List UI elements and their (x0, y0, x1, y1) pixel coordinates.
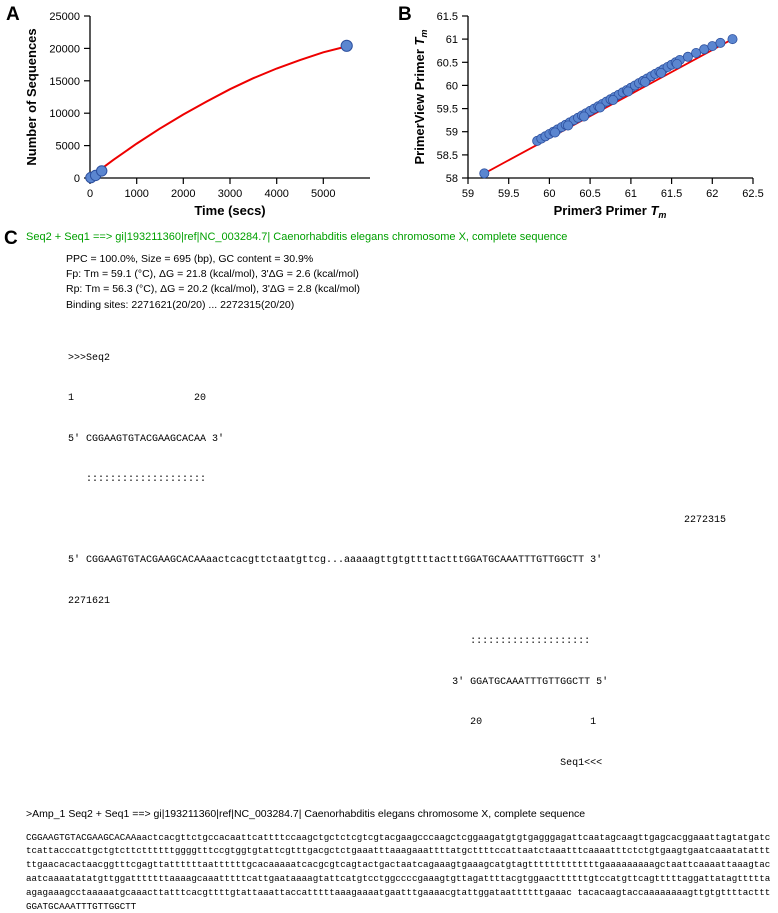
svg-text:10000: 10000 (49, 108, 80, 121)
svg-text:59.5: 59.5 (436, 103, 458, 116)
amplicon-header: >Amp_1 Seq2 + Seq1 ==> gi|193211360|ref|NC_003284.7| Caenorhabditis elegans chromosome X, complete sequence (26, 808, 586, 821)
chart-a-xlabel: Time (secs) (194, 203, 266, 218)
alignment-line-9: Seq1<<< (26, 757, 603, 769)
chart-b-xlabel: Primer3 Primer $T_m$ (553, 203, 667, 220)
svg-text:59.5: 59.5 (497, 188, 520, 200)
chart-a-svg (18, 8, 388, 220)
chart-b-ylabel: PrimerView Primer $T_m$ (412, 29, 429, 165)
svg-text:58.5: 58.5 (436, 149, 458, 162)
svg-text:5000: 5000 (55, 140, 80, 153)
svg-text:58: 58 (445, 173, 458, 185)
svg-text:0: 0 (86, 188, 94, 200)
series-regression-line (484, 39, 732, 173)
panel-label-a: A (6, 4, 20, 25)
svg-text:61: 61 (624, 188, 638, 200)
svg-text:4000: 4000 (264, 188, 289, 200)
svg-text:62: 62 (706, 188, 719, 200)
series-fit-line (92, 46, 347, 176)
panel-label-c: C (4, 228, 18, 249)
svg-text:59: 59 (445, 126, 458, 139)
svg-text:2000: 2000 (171, 188, 196, 200)
svg-text:60.5: 60.5 (579, 188, 601, 200)
chart-a-ylabel: Number of Sequences (24, 28, 39, 166)
alignment-line-4: 5' CGGAAGTGTACGAAGCACAAaactcacgttctaatgttcg...aaaaagttgtgttttactttGGATGCAAATTTGTTGGCTT 3' (26, 555, 603, 567)
panel-label-b: B (398, 4, 412, 25)
alignment-line-3: :::::::::::::::::::: (26, 474, 207, 486)
alignment-right-coord: 2272315 (683, 514, 726, 526)
svg-text:60: 60 (445, 80, 458, 93)
chart-panel-b (408, 8, 773, 220)
svg-text:0: 0 (73, 173, 80, 185)
svg-text:3000: 3000 (217, 188, 243, 200)
svg-text:15000: 15000 (49, 75, 80, 88)
svg-text:59: 59 (461, 188, 475, 200)
svg-text:61: 61 (445, 34, 458, 47)
svg-text:5000: 5000 (311, 188, 336, 200)
alignment-line-8: 20 1 (26, 717, 597, 729)
fp-line: Fp: Tm = 59.1 (°C), ΔG = 21.8 (kcal/mol), 3'ΔG = 2.6 (kcal/mol) (66, 268, 359, 281)
alignment-line-1: 1 20 (26, 393, 207, 405)
result-header: Seq2 + Seq1 ==> gi|193211360|ref|NC_003284.7| Caenorhabditis elegans chromosome X, complete sequence (26, 231, 568, 243)
panel-c-content (26, 230, 772, 912)
svg-text:61.5: 61.5 (660, 188, 683, 200)
alignment-line-2: 5' CGGAAGTGTACGAAGCACAA 3' (26, 433, 225, 445)
alignment-line-5: 2271621 (26, 595, 111, 607)
ppc-line: PPC = 100.0%, Size = 695 (bp), GC content = 30.9% (66, 252, 314, 265)
binding-sites-line: Binding sites: 2271621(20/20) ... 2272315(20/20) (66, 298, 295, 311)
svg-text:25000: 25000 (49, 11, 80, 23)
series-observed-markers (86, 40, 353, 183)
rp-line: Rp: Tm = 56.3 (°C), ΔG = 20.2 (kcal/mol), 3'ΔG = 2.8 (kcal/mol) (66, 283, 360, 296)
alignment-line-7: 3' GGATGCAAATTTGTTGGCTT 5' (26, 676, 609, 688)
amplicon-sequence: CGGAAGTGTACGAAGCACAAaactcacgttctgccacaattcattttccaagctgctctcgtcgtacgaagcccaagctcggaagatgtgtgagggagattcaatagcaagttgagcacggaaattagtatgatctcattacccattgctgtcttcttttttggggtttccgtggtgtattcgtttgacgctctgaaatttaaagaaattttatgcttttccattaatctaaatttcaaaatttctctgtgaagtgaatcaaatatatttttgaacacactaacggtttcgagttattttttaattttttgcacaaaaatcacgcgtcagtactgactaatcagaaagtgaaagcatgtagtttttttttttttgaaaaaaaaagctaattcaaaattaaagtacaatcaaaatatatgttggatttttttaaaagcaaatttttcattgaataaaagtattcatgtcctggccccgaaagtgttagattttacgtggaacttttttgtccatgttcagtttttaggattatagtttttaagagaaagcctaaaaatgcaaacttatttcacgttttgtattaaattaccatttttaaagaaaatgaatttgaaaacgtattggataattttttgaaac tacacaagtaccaaaaaaaagttgtgttttactttGGATGCAAATTTGTTGGCTT (26, 831, 771, 912)
alignment-line-0: >>>Seq2 (26, 352, 111, 364)
svg-text:60: 60 (543, 188, 556, 200)
svg-text:1000: 1000 (124, 188, 149, 200)
chart-b-svg (408, 8, 773, 220)
alignment-line-6: :::::::::::::::::::: (26, 636, 591, 648)
svg-text:62.5: 62.5 (742, 188, 764, 200)
svg-text:60.5: 60.5 (436, 57, 458, 70)
svg-text:20000: 20000 (49, 43, 80, 56)
svg-text:61.5: 61.5 (436, 11, 458, 23)
chart-panel-a (18, 8, 388, 220)
